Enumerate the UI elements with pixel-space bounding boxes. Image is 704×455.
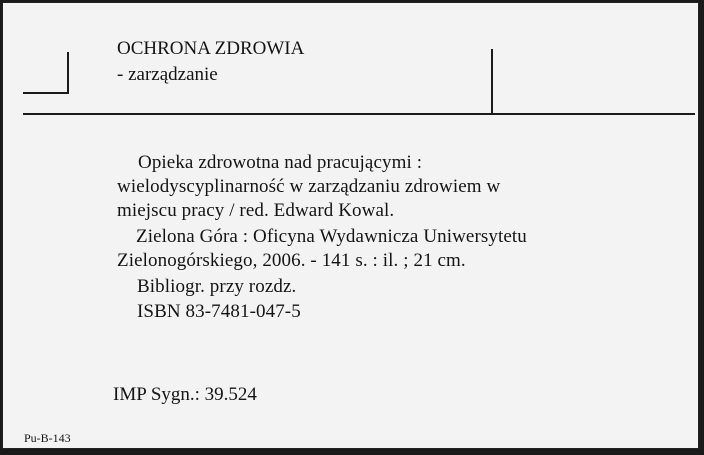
title-line-1: Opieka zdrowotna nad pracującymi : xyxy=(138,152,423,173)
header-rule xyxy=(23,113,695,115)
subject-subheading: - zarządzanie xyxy=(117,64,218,85)
publication-line-2: Zielonogórskiego, 2006. - 141 s. : il. ; 21 cm. xyxy=(117,250,466,271)
title-line-2: wielodyscyplinarność w zarządzaniu zdrowiem w xyxy=(117,176,501,197)
title-line-3: miejscu pracy / red. Edward Kowal. xyxy=(117,200,395,221)
bibliography-note: Bibliogr. przy rozdz. xyxy=(137,276,297,297)
corner-mark-horizontal xyxy=(23,92,69,94)
catalog-card xyxy=(2,2,699,449)
publication-line-1: Zielona Góra : Oficyna Wydawnicza Uniwersytetu xyxy=(136,226,527,247)
subject-heading: OCHRONA ZDROWIA xyxy=(117,38,305,59)
corner-mark-vertical xyxy=(67,52,69,94)
isbn-line: ISBN 83-7481-047-5 xyxy=(137,301,301,322)
header-vertical-divider xyxy=(491,49,493,115)
card-code: Pu-B-143 xyxy=(24,431,71,445)
call-number: IMP Sygn.: 39.524 xyxy=(113,384,257,405)
